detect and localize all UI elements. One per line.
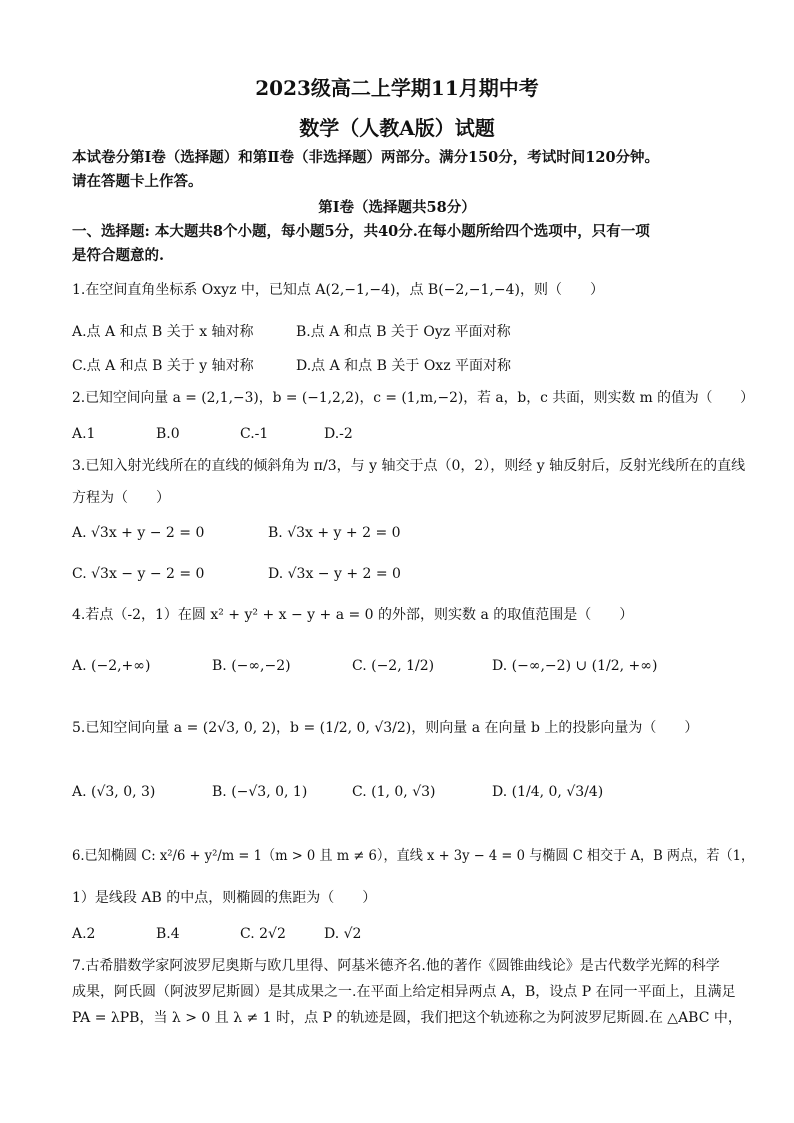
- question-2-option-b: B.0: [156, 426, 180, 442]
- section-heading: 第Ⅰ卷（选择题共58分）: [318, 199, 476, 216]
- question-6-option-a: A.2: [72, 926, 96, 942]
- question-6-stem-line-2: 1）是线段 AB 的中点，则椭圆的焦距为（ ）: [72, 890, 377, 906]
- question-2-stem: 2.已知空间向量 a = (2,1,−3)，b = (−1,2,2)，c = (1,m,−2)，若 a，b，c 共面，则实数 m 的值为（ ）: [72, 390, 754, 406]
- intro-line-2: 请在答题卡上作答。: [72, 173, 203, 190]
- question-5-option-b: B. (−√3, 0, 1): [212, 784, 308, 800]
- question-4-option-b: B. (−∞,−2): [212, 658, 291, 674]
- question-4-option-d: D. (−∞,−2) ∪ (1/2, +∞): [492, 658, 658, 674]
- question-1-option-b: B.点 A 和点 B 关于 Oyz 平面对称: [296, 324, 511, 340]
- question-1-stem: 1.在空间直角坐标系 Oxyz 中，已知点 A(2,−1,−4)，点 B(−2,−1,−4)，则（ ）: [72, 282, 604, 298]
- question-3-option-a: A. √3x + y − 2 = 0: [72, 525, 205, 541]
- question-3-option-d: D. √3x − y + 2 = 0: [268, 566, 401, 582]
- question-6-option-c: C. 2√2: [240, 926, 286, 942]
- question-5-option-d: D. (1/4, 0, √3/4): [492, 784, 604, 800]
- section-instruction-1: 一、选择题: 本大题共8个小题，每小题5分，共40分.在每小题所给四个选项中，只有一项: [72, 223, 650, 240]
- question-5-stem: 5.已知空间向量 a = (2√3, 0, 2)，b = (1/2, 0, √3/2)，则向量 a 在向量 b 上的投影向量为（ ）: [72, 720, 699, 736]
- exam-title: 2023级高二上学期11月期中考: [255, 76, 539, 100]
- question-4-option-c: C. (−2, 1/2): [352, 658, 435, 674]
- question-2-option-c: C.-1: [240, 426, 269, 442]
- exam-subtitle: 数学（人教A版）试题: [299, 116, 495, 140]
- question-4-stem: 4.若点（-2，1）在圆 x² + y² + x − y + a = 0 的外部，则实数 a 的取值范围是（ ）: [72, 607, 634, 623]
- question-7-stem-line-1: 7.古希腊数学家阿波罗尼奥斯与欧几里得、阿基米德齐名.他的著作《圆锥曲线论》是古代数学光辉的科学: [72, 958, 720, 974]
- question-6-stem-line-1: 6.已知椭圆 C: x²/6 + y²/m = 1（m > 0 且 m ≠ 6），直线 x + 3y − 4 = 0 与椭圆 C 相交于 A，B 两点，若（1，: [72, 848, 755, 864]
- question-3-stem-line-2: 方程为（ ）: [72, 490, 170, 506]
- question-2-option-a: A.1: [72, 426, 96, 442]
- question-1-option-c: C.点 A 和点 B 关于 y 轴对称: [72, 358, 254, 374]
- question-7-stem-line-2: 成果，阿氏圆（阿波罗尼斯圆）是其成果之一.在平面上给定相异两点 A，B，设点 P 在同一平面上，且满足: [72, 984, 736, 1000]
- question-5-option-c: C. (1, 0, √3): [352, 784, 436, 800]
- section-instruction-2: 是符合题意的.: [72, 247, 165, 264]
- question-2-option-d: D.-2: [324, 426, 353, 442]
- question-7-stem-line-3: PA = λPB，当 λ > 0 且 λ ≠ 1 时，点 P 的轨迹是圆，我们把这个轨迹称之为阿波罗尼斯圆.在 △ABC 中，: [72, 1010, 742, 1026]
- question-4-option-a: A. (−2,+∞): [72, 658, 151, 674]
- question-5-option-a: A. (√3, 0, 3): [72, 784, 156, 800]
- question-3-stem-line-1: 3.已知入射光线所在的直线的倾斜角为 π/3，与 y 轴交于点（0，2），则经 y 轴反射后，反射光线所在的直线: [72, 458, 746, 474]
- intro-line-1: 本试卷分第Ⅰ卷（选择题）和第Ⅱ卷（非选择题）两部分。满分150分，考试时间120分钟。: [72, 149, 660, 166]
- question-1-option-d: D.点 A 和点 B 关于 Oxz 平面对称: [296, 358, 512, 374]
- question-3-option-c: C. √3x − y − 2 = 0: [72, 566, 205, 582]
- question-3-option-b: B. √3x + y + 2 = 0: [268, 525, 401, 541]
- question-6-option-d: D. √2: [324, 926, 362, 942]
- question-1-option-a: A.点 A 和点 B 关于 x 轴对称: [72, 324, 254, 340]
- question-6-option-b: B.4: [156, 926, 180, 942]
